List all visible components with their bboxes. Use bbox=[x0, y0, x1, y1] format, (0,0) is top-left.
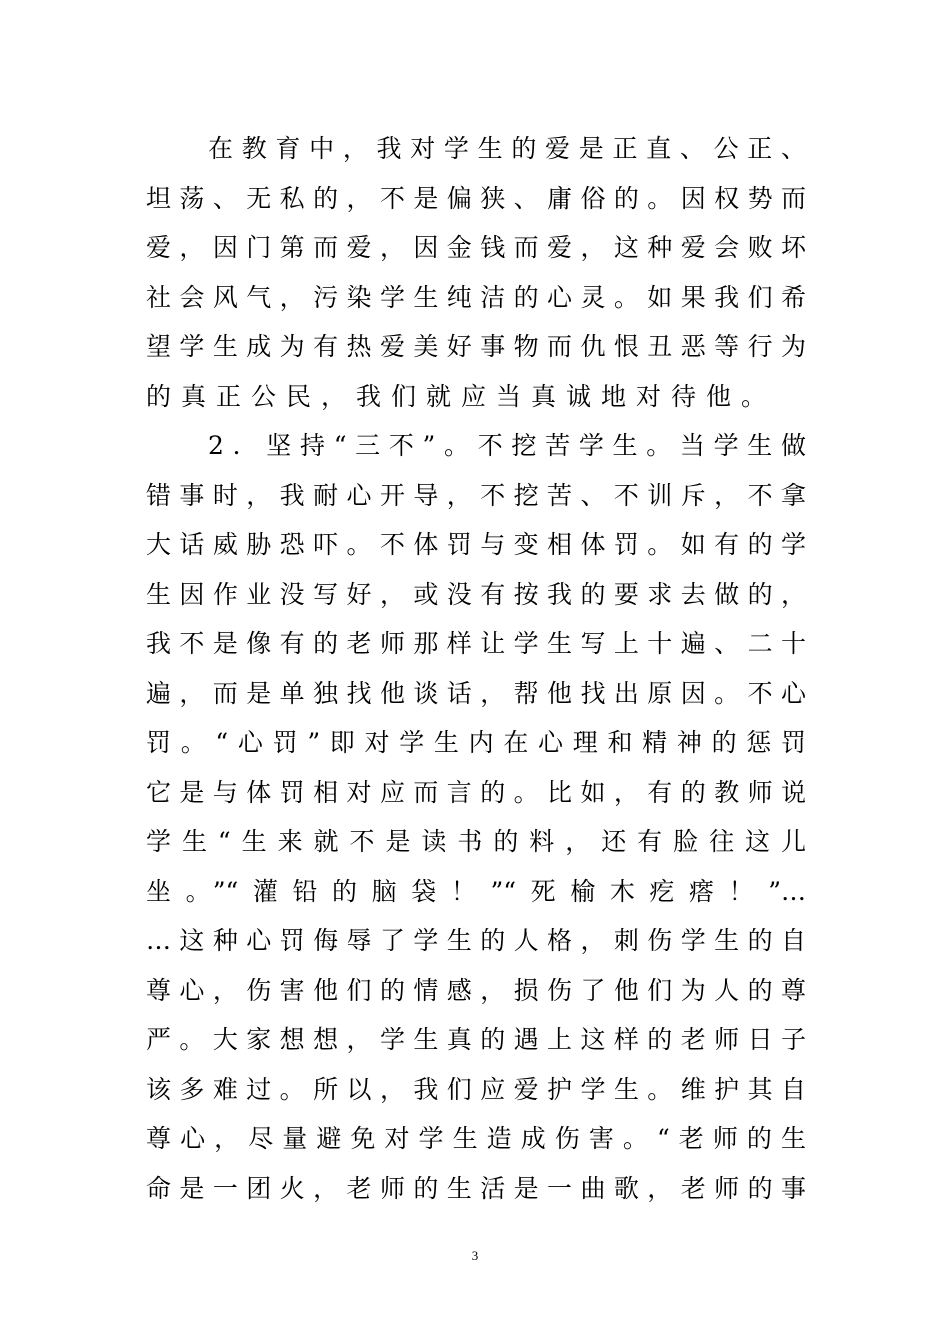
paragraph-line: 命是一团火，老师的生活是一曲歌，老师的事 bbox=[146, 1173, 806, 1203]
body-text bbox=[146, 124, 806, 1213]
paragraph-line: 错事时，我耐心开导，不挖苦、不训斥，不拿 bbox=[146, 480, 806, 510]
paragraph-line: 爱，因门第而爱，因金钱而爱，这种爱会败坏 bbox=[146, 233, 806, 262]
paragraph-line: 尊心，伤害他们的情感，损伤了他们为人的尊 bbox=[146, 975, 806, 1005]
paragraph-line: 坐。”“灌铅的脑袋！”“死榆木疙瘩！”… bbox=[146, 876, 806, 906]
paragraph-line: 社会风气，污染学生纯洁的心灵。如果我们希 bbox=[146, 282, 806, 312]
page-number: 3 bbox=[471, 1248, 479, 1263]
paragraph-line: 在教育中，我对学生的爱是正直、公正、 bbox=[208, 134, 806, 163]
paragraph-line: 生因作业没写好，或没有按我的要求去做的， bbox=[146, 579, 806, 609]
paragraph-line: 学生“生来就不是读书的料，还有脸往这儿 bbox=[146, 827, 806, 856]
paragraph-line: 严。大家想想，学生真的遇上这样的老师日子 bbox=[146, 1025, 806, 1054]
paragraph-line: 该多难过。所以，我们应爱护学生。维护其自 bbox=[146, 1074, 806, 1104]
paragraph-line: 坦荡、无私的，不是偏狭、庸俗的。因权势而 bbox=[146, 183, 806, 213]
paragraph-line: 大话威胁恐吓。不体罚与变相体罚。如有的学 bbox=[146, 530, 806, 559]
paragraph-line: 望学生成为有热爱美好事物而仇恨丑恶等行为 bbox=[146, 332, 806, 361]
paragraph-line: 的真正公民，我们就应当真诚地对待他。 bbox=[146, 381, 777, 411]
paragraph-line: 它是与体罚相对应而言的。比如，有的教师说 bbox=[146, 777, 806, 807]
paragraph-line: 遍，而是单独找他谈话，帮他找出原因。不心 bbox=[146, 678, 806, 708]
paragraph-line: …这种心罚侮辱了学生的人格，刺伤学生的自 bbox=[146, 926, 806, 955]
paragraph-line: 我不是像有的老师那样让学生写上十遍、二十 bbox=[146, 629, 806, 658]
paragraph-line: 尊心，尽量避免对学生造成伤害。“老师的生 bbox=[146, 1124, 806, 1153]
paragraph-line: 罚。“心罚”即对学生内在心理和精神的惩罚 bbox=[146, 728, 806, 757]
paragraph-line: 2．坚持“三不”。不挖苦学生。当学生做 bbox=[208, 431, 806, 460]
